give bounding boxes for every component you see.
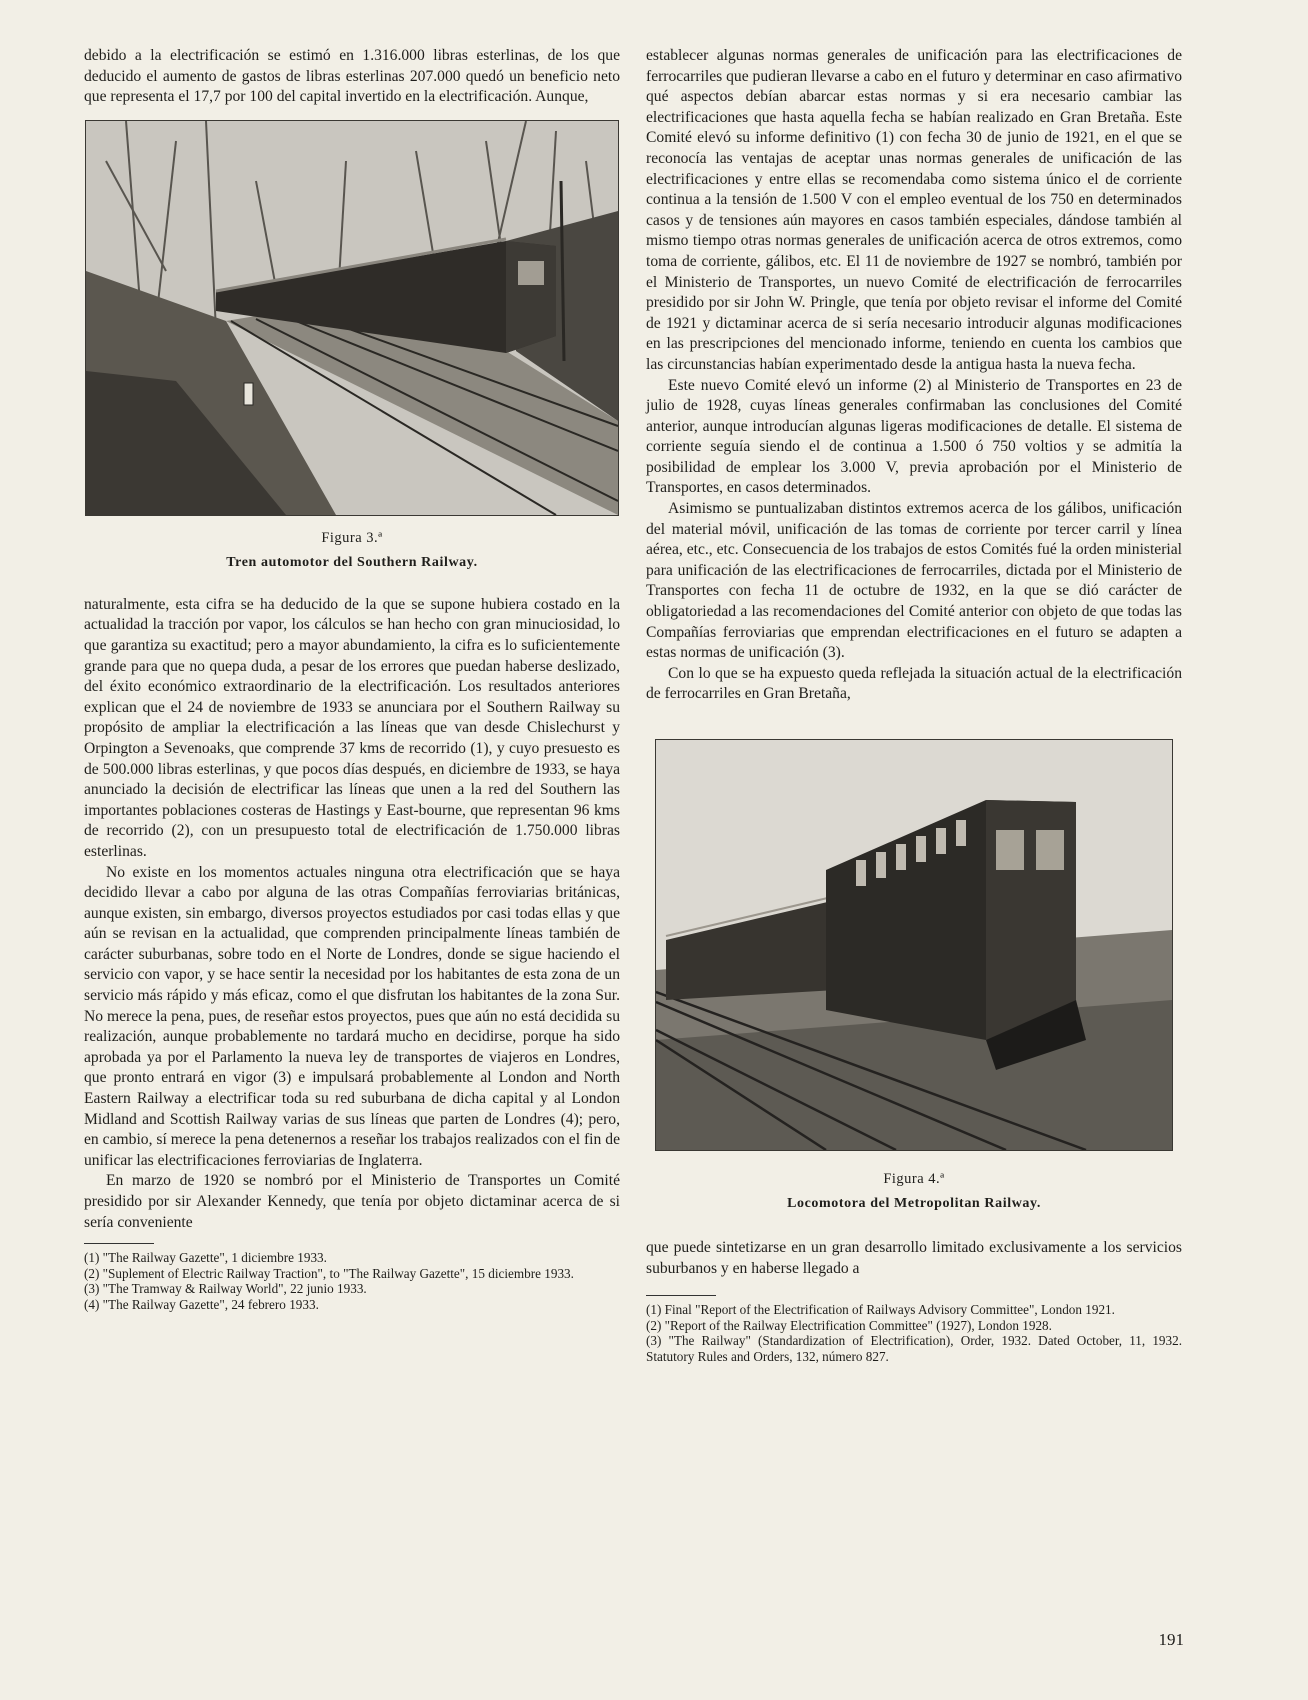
right-footnote-2: (2) "Report of the Railway Electrification Committee" (1927), London 1928. [646, 1317, 1052, 1333]
figure-3 [84, 120, 620, 571]
right-column [646, 46, 1182, 1364]
left-paragraph-3: No existe en los momentos actuales ninguna otra electrificación que se haya decidido llevar a cabo por alguna de las otras Compañías ferroviarias británicas, aunque existen, sin embargo, diversos proyectos estudiados por casi todas ellas y que aún se revisan en la actualidad, que comprenden principalmente líneas también de carácter suburbanas, sobre todo en el Norte de Londres, donde se sigue haciendo el servicio con vapor, y se hace sentir la necesidad por los habitantes de esta zona de un servicio más rápido y más eficaz, como el que disfrutan los habitantes de la zona Sur. No merece la pena, pues, de reseñar estos proyectos, pues que aún no está decidida su realización, aunque probablemente no tardará mucho en decidirse, porque ha sido aprobada ya por el Parlamento la nueva ley de transportes de viajeros en Londres, que pronto entrará en vigor (3) e impulsará probablemente al London and North Eastern Railway a electrificar toda su red suburbana de dicha capital y al London Midland and Scottish Railway varias de sus líneas que parten de Londres (4); pero, en cambio, sí merece la pena detenernos a reseñar los trabajos realizados con el fin de unificar las electrificaciones ferroviarias de Inglaterra. [84, 863, 620, 1169]
figure-4-title: Locomotora del Metropolitan Railway. [787, 1196, 1041, 1211]
right-paragraph-5: que puede sintetizarse en un gran desarrollo limitado exclusivamente a los servicios suburbanos y en haberse llegado a [646, 1239, 1182, 1277]
right-footnote-rule [646, 1295, 716, 1296]
left-paragraph-1: debido a la electrificación se estimó en 1.316.000 libras esterlinas, de los que deducido el aumento de gastos de libras esterlinas 207.000 quedó un beneficio neto que representa el 17,7 por 100 del capital invertido en la electrificación. Aunque, [84, 47, 620, 106]
left-paragraph-2: naturalmente, esta cifra se ha deducido de la que se supone hubiera costado en la actualidad la tracción por vapor, los cálculos se han hecho con gran minuciosidad, lo que garantiza su exactitud; pero a mayor abundamiento, la cifra es lo suficientemente grande para que no quepa duda, a pesar de los errores que puedan haberse deslizado, del éxito económico extraordinario de la electrificación. Los resultados anteriores explican que el 24 de noviembre de 1933 se anunciara por el Southern Railway su propósito de ampliar la electrificación a las líneas que van desde Chislechurst y Orpington a Sevenoaks, que comprende 37 kms de recorrido (1), y cuyo presuesto es de 500.000 libras esterlinas, y que pocos días después, en diciembre de 1933, se haya anunciado la decisión de electrificar las líneas que unen a la red del Southern las importantes poblaciones costeras de Hastings y East-bourne, que representan 96 kms de recorrido (2), con un presupuesto total de electrificación de 1.750.000 libras esterlinas. [84, 595, 620, 860]
right-paragraph-2: Este nuevo Comité elevó un informe (2) al Ministerio de Transportes en 23 de julio de 1928, cuyas líneas generales confirmaban las conclusiones del Comité anterior, aunque introducían algunas ligeras modificaciones de detalle. El sistema de corriente seguía siendo el de continua a 1.500 ó 750 voltios y se admitía la posibilidad de emplear los 3.000 V, previa aprobación por el Ministerio de Transportes, en casos determinados. [646, 376, 1182, 497]
right-paragraph-3: Asimismo se puntualizaban distintos extremos acerca de los gálibos, unificación del material móvil, unificación de las tomas de corriente por tercer carril y línea aérea, etc., etc. Consecuencia de los trabajos de estos Comités fué la orden ministerial para unificación de las electrificaciones de ferrocarriles, dictada por el Ministerio de Transportes con fecha 11 de octubre de 1932, en la que se dió carácter de obligatoriedad a las recomendaciones del Comité anterior con objeto de que todas las Compañías ferroviarias que emprendan electrificaciones en el futuro se adapten a estas normas de unificación (3). [646, 500, 1182, 662]
figure-4 [646, 739, 1182, 1212]
figure-3-photo [85, 120, 619, 516]
right-paragraph-4: Con lo que se ha expuesto queda reflejada la situación actual de la electrificación de ferrocarriles en Gran Bretaña, [646, 664, 1182, 703]
left-column [84, 46, 620, 1312]
left-paragraph-4: En marzo de 1920 se nombró por el Ministerio de Transportes un Comité presidido por sir Alexander Kennedy, que tenía por objeto dictaminar acerca de si sería conveniente [84, 1172, 620, 1231]
right-paragraph-1: establecer algunas normas generales de unificación para las electrificaciones de ferrocarriles que pudieran llevarse a cabo en el futuro y determinar en caso afirmativo qué aspectos debían abarcar estas normas y si era necesario cambiar las electrificaciones que hasta aquella fecha se habían realizado en Gran Bretaña. Este Comité elevó su informe definitivo (1) con fecha 30 de junio de 1921, en el que se reconocía las ventajas de aceptar unas normas generales de unificación de las electrificaciones y entre ellas se recomendaba como sistema único el de corriente continua a la tensión de 1.500 V con el empleo eventual de los 750 en determinados casos y de tensiones aún mayores en casos también especiales, dándose también al mismo tiempo otras normas generales de unificación acerca de otros extremos, como toma de corriente, gálibos, etc. El 11 de noviembre de 1927 se nombró, también por el Ministerio de Transportes, un nuevo Comité de electrificación de ferrocarriles presidido por sir John W. Pringle, que tenía por objeto revisar el informe del Comité de 1921 y dictaminar acerca de si sería necesario introducir algunas modificaciones en las prescripciones del mencionado informe, teniendo en cuenta los cambios que las circunstancias habían experimentado desde la antigua hasta la nueva fecha. [646, 47, 1182, 373]
left-footnotes [84, 1250, 620, 1312]
left-footnote-2: (2) "Suplement of Electric Railway Traction", to "The Railway Gazette", 15 diciembre 1933. [84, 1265, 574, 1281]
figure-4-photo [655, 739, 1173, 1151]
left-footnote-4: (4) "The Railway Gazette", 24 febrero 1933. [84, 1296, 319, 1312]
right-footnotes [646, 1302, 1182, 1364]
left-footnote-3: (3) "The Tramway & Railway World", 22 junio 1933. [84, 1281, 367, 1297]
page-number: 191 [1158, 1630, 1184, 1649]
right-footnote-3: (3) "The Railway" (Standardization of Electrification), Order, 1932. Dated October, 11, 1932. Statutory Rules and Orders, 132, número 827. [646, 1333, 1182, 1364]
figure-4-number: Figura 4.ª [883, 1171, 945, 1187]
right-footnote-1: (1) Final "Report of the Electrification of Railways Advisory Committee", London 1921. [646, 1302, 1115, 1318]
left-footnote-rule [84, 1243, 154, 1244]
left-footnote-1: (1) "The Railway Gazette", 1 diciembre 1933. [84, 1250, 327, 1266]
figure-3-title: Tren automotor del Southern Railway. [226, 554, 478, 570]
figure-3-number: Figura 3.ª [321, 529, 383, 546]
